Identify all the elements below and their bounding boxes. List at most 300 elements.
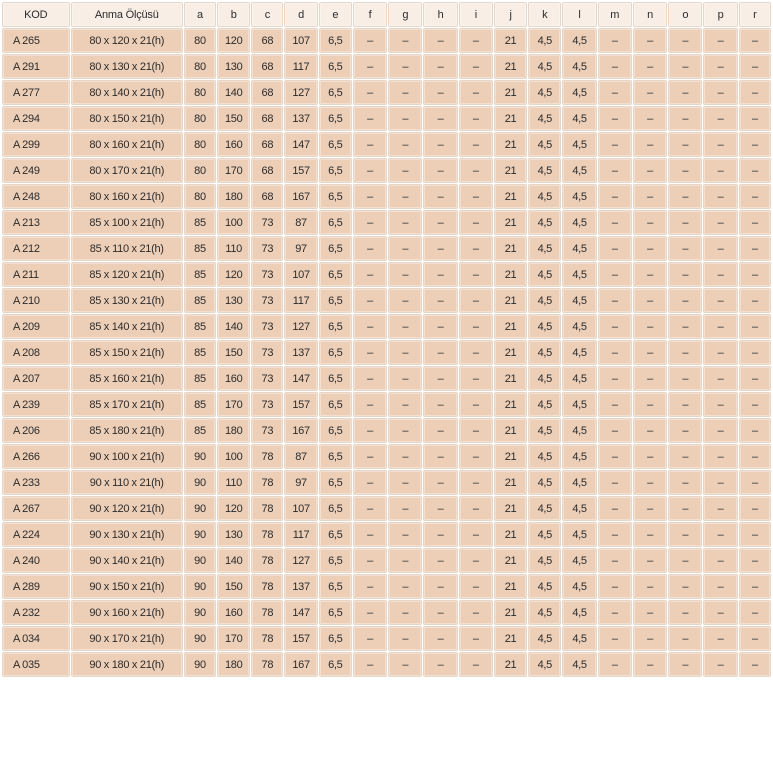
table-cell: 4,5 xyxy=(563,289,595,312)
table-cell: 4,5 xyxy=(529,653,560,676)
nominal-size-cell: 85 x 100 x 21(h) xyxy=(72,211,182,234)
table-cell: – xyxy=(634,601,666,624)
table-cell: 4,5 xyxy=(529,107,560,130)
table-cell: 4,5 xyxy=(563,653,595,676)
table-cell: – xyxy=(460,81,492,104)
table-cell: – xyxy=(389,289,421,312)
table-cell: 68 xyxy=(252,133,282,156)
table-cell: – xyxy=(354,419,386,442)
table-cell: – xyxy=(389,549,421,572)
table-cell: 6,5 xyxy=(320,367,351,390)
table-cell: – xyxy=(389,497,421,520)
table-cell: – xyxy=(424,315,456,338)
table-cell: 21 xyxy=(495,29,526,52)
table-cell: – xyxy=(634,185,666,208)
table-cell: – xyxy=(424,419,456,442)
column-header: e xyxy=(320,3,351,26)
table-cell: 73 xyxy=(252,419,282,442)
table-cell: – xyxy=(704,341,736,364)
table-cell: 4,5 xyxy=(563,575,595,598)
table-row xyxy=(3,627,770,650)
table-cell: – xyxy=(740,341,770,364)
table-cell: 78 xyxy=(252,497,282,520)
table-cell: – xyxy=(669,237,701,260)
table-cell: 127 xyxy=(285,81,316,104)
table-cell: 6,5 xyxy=(320,445,351,468)
table-cell: – xyxy=(389,55,421,78)
table-cell: 157 xyxy=(285,627,316,650)
table-cell: 21 xyxy=(495,627,526,650)
table-cell: – xyxy=(424,367,456,390)
table-row xyxy=(3,263,770,286)
table-cell: – xyxy=(424,341,456,364)
table-cell: 4,5 xyxy=(563,627,595,650)
column-header: l xyxy=(563,3,595,26)
table-cell: 21 xyxy=(495,575,526,598)
product-code-cell: A 289 xyxy=(3,575,69,598)
table-cell: – xyxy=(669,523,701,546)
table-cell: 21 xyxy=(495,237,526,260)
product-code-cell: A 266 xyxy=(3,445,69,468)
table-cell: 78 xyxy=(252,627,282,650)
table-cell: – xyxy=(389,523,421,546)
table-cell: 4,5 xyxy=(529,523,560,546)
table-row xyxy=(3,81,770,104)
table-cell: 4,5 xyxy=(563,133,595,156)
table-cell: – xyxy=(599,601,631,624)
table-cell: – xyxy=(740,263,770,286)
table-cell: – xyxy=(669,445,701,468)
column-header: b xyxy=(218,3,249,26)
table-cell: – xyxy=(740,211,770,234)
table-cell: – xyxy=(389,185,421,208)
table-cell: 4,5 xyxy=(529,445,560,468)
table-cell: 97 xyxy=(285,471,316,494)
table-cell: – xyxy=(704,471,736,494)
nominal-size-cell: 90 x 180 x 21(h) xyxy=(72,653,182,676)
table-cell: – xyxy=(599,315,631,338)
column-header: j xyxy=(495,3,526,26)
table-cell: – xyxy=(424,211,456,234)
table-cell: – xyxy=(424,29,456,52)
table-cell: – xyxy=(740,523,770,546)
nominal-size-cell: 85 x 120 x 21(h) xyxy=(72,263,182,286)
table-cell: 90 xyxy=(185,523,215,546)
table-cell: – xyxy=(740,289,770,312)
table-cell: – xyxy=(669,367,701,390)
table-cell: – xyxy=(634,627,666,650)
table-cell: – xyxy=(599,367,631,390)
table-cell: – xyxy=(740,419,770,442)
table-row xyxy=(3,55,770,78)
table-cell: – xyxy=(634,575,666,598)
table-cell: 157 xyxy=(285,159,316,182)
table-cell: 4,5 xyxy=(529,315,560,338)
table-cell: 150 xyxy=(218,575,249,598)
table-cell: – xyxy=(460,289,492,312)
table-cell: 4,5 xyxy=(563,549,595,572)
table-cell: – xyxy=(669,29,701,52)
table-cell: 78 xyxy=(252,653,282,676)
table-row xyxy=(3,575,770,598)
product-code-cell: A 291 xyxy=(3,55,69,78)
table-cell: 78 xyxy=(252,575,282,598)
table-cell: 4,5 xyxy=(563,341,595,364)
table-cell: – xyxy=(460,55,492,78)
table-cell: 6,5 xyxy=(320,393,351,416)
table-cell: 21 xyxy=(495,315,526,338)
product-code-cell: A 207 xyxy=(3,367,69,390)
table-cell: 4,5 xyxy=(529,575,560,598)
product-code-cell: A 249 xyxy=(3,159,69,182)
table-cell: – xyxy=(389,29,421,52)
table-cell: – xyxy=(424,185,456,208)
table-cell: 6,5 xyxy=(320,497,351,520)
table-cell: 150 xyxy=(218,107,249,130)
table-cell: 170 xyxy=(218,627,249,650)
table-cell: – xyxy=(634,107,666,130)
table-cell: 21 xyxy=(495,81,526,104)
table-cell: 85 xyxy=(185,263,215,286)
table-cell: – xyxy=(740,575,770,598)
table-row xyxy=(3,159,770,182)
table-cell: 6,5 xyxy=(320,237,351,260)
table-cell: – xyxy=(460,107,492,130)
table-cell: 21 xyxy=(495,601,526,624)
table-cell: – xyxy=(460,445,492,468)
table-cell: 167 xyxy=(285,653,316,676)
table-cell: 73 xyxy=(252,393,282,416)
table-cell: – xyxy=(460,601,492,624)
table-cell: 170 xyxy=(218,393,249,416)
product-code-cell: A 277 xyxy=(3,81,69,104)
table-cell: 150 xyxy=(218,341,249,364)
table-cell: – xyxy=(634,393,666,416)
table-cell: – xyxy=(599,159,631,182)
table-cell: 73 xyxy=(252,211,282,234)
table-cell: – xyxy=(740,367,770,390)
table-cell: 80 xyxy=(185,185,215,208)
table-cell: – xyxy=(389,133,421,156)
table-cell: 90 xyxy=(185,627,215,650)
table-cell: – xyxy=(460,133,492,156)
table-cell: 117 xyxy=(285,289,316,312)
table-cell: – xyxy=(740,497,770,520)
table-cell: – xyxy=(634,159,666,182)
table-cell: 21 xyxy=(495,107,526,130)
column-header: c xyxy=(252,3,282,26)
table-cell: 21 xyxy=(495,419,526,442)
table-cell: 6,5 xyxy=(320,627,351,650)
table-cell: 90 xyxy=(185,445,215,468)
nominal-size-cell: 85 x 130 x 21(h) xyxy=(72,289,182,312)
table-cell: 21 xyxy=(495,523,526,546)
table-cell: 80 xyxy=(185,55,215,78)
table-cell: – xyxy=(424,601,456,624)
table-cell: 6,5 xyxy=(320,107,351,130)
table-cell: – xyxy=(634,315,666,338)
nominal-size-cell: 90 x 110 x 21(h) xyxy=(72,471,182,494)
nominal-size-cell: 90 x 130 x 21(h) xyxy=(72,523,182,546)
table-cell: – xyxy=(669,55,701,78)
table-cell: – xyxy=(669,185,701,208)
table-cell: 6,5 xyxy=(320,419,351,442)
table-cell: – xyxy=(599,419,631,442)
table-cell: – xyxy=(389,601,421,624)
table-row xyxy=(3,367,770,390)
table-cell: 68 xyxy=(252,55,282,78)
table-cell: – xyxy=(599,471,631,494)
table-cell: 21 xyxy=(495,549,526,572)
table-row xyxy=(3,601,770,624)
table-cell: – xyxy=(740,549,770,572)
table-cell: 21 xyxy=(495,445,526,468)
table-row xyxy=(3,315,770,338)
table-cell: – xyxy=(669,471,701,494)
table-cell: 6,5 xyxy=(320,315,351,338)
table-row xyxy=(3,445,770,468)
table-cell: 4,5 xyxy=(563,159,595,182)
table-cell: 4,5 xyxy=(563,107,595,130)
table-cell: – xyxy=(704,497,736,520)
table-cell: 90 xyxy=(185,601,215,624)
table-cell: 21 xyxy=(495,367,526,390)
table-cell: – xyxy=(460,419,492,442)
table-cell: 170 xyxy=(218,159,249,182)
table-cell: 21 xyxy=(495,211,526,234)
column-header: h xyxy=(424,3,456,26)
table-cell: – xyxy=(424,289,456,312)
table-cell: 78 xyxy=(252,471,282,494)
product-code-cell: A 035 xyxy=(3,653,69,676)
table-cell: – xyxy=(740,601,770,624)
table-cell: 80 xyxy=(185,81,215,104)
table-cell: – xyxy=(599,341,631,364)
table-cell: – xyxy=(599,393,631,416)
column-header: d xyxy=(285,3,316,26)
table-cell: – xyxy=(389,81,421,104)
table-cell: – xyxy=(634,341,666,364)
column-header: f xyxy=(354,3,386,26)
table-cell: 21 xyxy=(495,55,526,78)
table-cell: 180 xyxy=(218,185,249,208)
table-cell: – xyxy=(389,159,421,182)
table-cell: – xyxy=(740,81,770,104)
table-cell: 4,5 xyxy=(563,315,595,338)
table-cell: 6,5 xyxy=(320,263,351,286)
table-cell: – xyxy=(599,289,631,312)
column-header: n xyxy=(634,3,666,26)
table-cell: – xyxy=(389,341,421,364)
table-cell: – xyxy=(599,185,631,208)
table-cell: – xyxy=(460,523,492,546)
table-cell: 4,5 xyxy=(563,185,595,208)
table-cell: 78 xyxy=(252,549,282,572)
table-cell: 160 xyxy=(218,133,249,156)
table-cell: 6,5 xyxy=(320,133,351,156)
table-cell: 90 xyxy=(185,653,215,676)
table-cell: – xyxy=(354,159,386,182)
table-cell: 4,5 xyxy=(563,523,595,546)
table-cell: – xyxy=(669,263,701,286)
table-cell: – xyxy=(740,185,770,208)
product-code-cell: A 267 xyxy=(3,497,69,520)
table-cell: – xyxy=(669,653,701,676)
table-cell: 21 xyxy=(495,653,526,676)
table-cell: 73 xyxy=(252,341,282,364)
table-cell: – xyxy=(460,29,492,52)
table-cell: – xyxy=(460,497,492,520)
table-cell: 117 xyxy=(285,55,316,78)
table-cell: – xyxy=(424,81,456,104)
table-cell: – xyxy=(740,627,770,650)
table-cell: 130 xyxy=(218,55,249,78)
table-cell: 120 xyxy=(218,263,249,286)
table-cell: – xyxy=(354,211,386,234)
table-cell: – xyxy=(389,445,421,468)
product-code-cell: A 240 xyxy=(3,549,69,572)
table-cell: – xyxy=(599,445,631,468)
table-row xyxy=(3,211,770,234)
table-cell: – xyxy=(389,263,421,286)
table-cell: – xyxy=(634,133,666,156)
column-header: KOD xyxy=(3,3,69,26)
table-cell: – xyxy=(634,29,666,52)
table-cell: 6,5 xyxy=(320,575,351,598)
table-cell: 97 xyxy=(285,237,316,260)
table-cell: – xyxy=(704,575,736,598)
table-cell: – xyxy=(599,627,631,650)
table-cell: – xyxy=(740,107,770,130)
table-cell: – xyxy=(669,575,701,598)
table-cell: – xyxy=(669,393,701,416)
table-cell: – xyxy=(424,133,456,156)
nominal-size-cell: 85 x 140 x 21(h) xyxy=(72,315,182,338)
table-cell: 6,5 xyxy=(320,55,351,78)
product-code-cell: A 209 xyxy=(3,315,69,338)
table-cell: – xyxy=(424,393,456,416)
column-header: o xyxy=(669,3,701,26)
table-cell: – xyxy=(424,107,456,130)
table-cell: – xyxy=(460,575,492,598)
table-cell: – xyxy=(389,211,421,234)
table-cell: – xyxy=(424,497,456,520)
table-cell: – xyxy=(354,29,386,52)
table-cell: 4,5 xyxy=(563,419,595,442)
table-cell: – xyxy=(704,549,736,572)
table-cell: 4,5 xyxy=(529,549,560,572)
table-cell: 78 xyxy=(252,445,282,468)
nominal-size-cell: 80 x 120 x 21(h) xyxy=(72,29,182,52)
table-cell: 4,5 xyxy=(529,393,560,416)
table-cell: – xyxy=(389,107,421,130)
table-cell: – xyxy=(389,627,421,650)
table-cell: – xyxy=(354,315,386,338)
table-cell: 85 xyxy=(185,419,215,442)
table-cell: – xyxy=(634,55,666,78)
table-cell: – xyxy=(740,445,770,468)
table-cell: – xyxy=(634,211,666,234)
table-cell: – xyxy=(389,367,421,390)
table-cell: – xyxy=(424,445,456,468)
table-cell: 90 xyxy=(185,549,215,572)
table-cell: – xyxy=(634,653,666,676)
table-cell: 130 xyxy=(218,289,249,312)
table-cell: – xyxy=(634,419,666,442)
table-cell: 80 xyxy=(185,107,215,130)
table-cell: – xyxy=(599,55,631,78)
table-row xyxy=(3,419,770,442)
table-cell: – xyxy=(704,81,736,104)
table-cell: – xyxy=(634,289,666,312)
table-cell: – xyxy=(424,55,456,78)
table-cell: – xyxy=(704,367,736,390)
table-cell: 6,5 xyxy=(320,549,351,572)
nominal-size-cell: 90 x 150 x 21(h) xyxy=(72,575,182,598)
nominal-size-cell: 90 x 140 x 21(h) xyxy=(72,549,182,572)
table-cell: 4,5 xyxy=(529,237,560,260)
table-cell: 87 xyxy=(285,445,316,468)
table-cell: – xyxy=(354,627,386,650)
nominal-size-cell: 80 x 130 x 21(h) xyxy=(72,55,182,78)
table-cell: 4,5 xyxy=(563,29,595,52)
table-cell: 127 xyxy=(285,549,316,572)
column-header: r xyxy=(740,3,770,26)
table-cell: – xyxy=(704,419,736,442)
table-cell: – xyxy=(634,81,666,104)
product-code-cell: A 211 xyxy=(3,263,69,286)
table-cell: 107 xyxy=(285,263,316,286)
column-header: m xyxy=(599,3,631,26)
table-cell: 85 xyxy=(185,289,215,312)
table-cell: 180 xyxy=(218,419,249,442)
table-row xyxy=(3,107,770,130)
table-cell: – xyxy=(634,367,666,390)
table-cell: 21 xyxy=(495,393,526,416)
table-cell: – xyxy=(634,445,666,468)
table-cell: 85 xyxy=(185,367,215,390)
table-cell: – xyxy=(599,575,631,598)
table-cell: 4,5 xyxy=(563,471,595,494)
table-cell: – xyxy=(354,185,386,208)
table-cell: – xyxy=(704,185,736,208)
table-cell: – xyxy=(669,107,701,130)
table-cell: – xyxy=(669,497,701,520)
table-cell: – xyxy=(460,159,492,182)
table-cell: 80 xyxy=(185,29,215,52)
product-code-cell: A 210 xyxy=(3,289,69,312)
table-cell: 68 xyxy=(252,29,282,52)
table-cell: 4,5 xyxy=(563,497,595,520)
table-cell: 21 xyxy=(495,185,526,208)
table-cell: 73 xyxy=(252,263,282,286)
table-cell: – xyxy=(354,289,386,312)
table-cell: 140 xyxy=(218,315,249,338)
table-cell: – xyxy=(424,627,456,650)
table-cell: 180 xyxy=(218,653,249,676)
table-cell: 140 xyxy=(218,549,249,572)
table-cell: 110 xyxy=(218,237,249,260)
table-cell: 4,5 xyxy=(529,419,560,442)
table-cell: 80 xyxy=(185,133,215,156)
table-cell: – xyxy=(669,289,701,312)
product-code-cell: A 208 xyxy=(3,341,69,364)
table-cell: – xyxy=(354,497,386,520)
table-cell: 6,5 xyxy=(320,653,351,676)
table-cell: – xyxy=(354,81,386,104)
table-cell: 6,5 xyxy=(320,81,351,104)
table-cell: 6,5 xyxy=(320,601,351,624)
